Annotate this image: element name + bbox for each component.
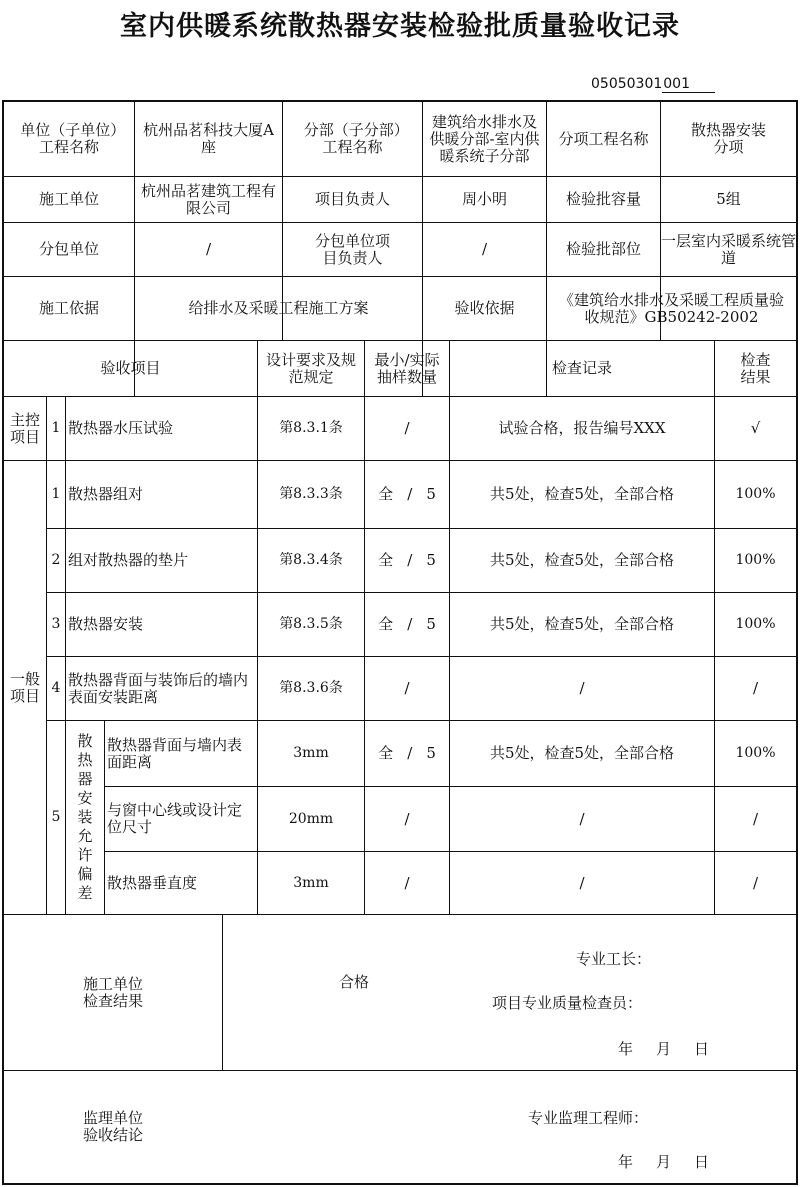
general-row-result: /: [752, 679, 759, 697]
general-row-name: 组对散热器的垫片: [68, 551, 189, 569]
tolerance-item-sample: /: [404, 873, 410, 892]
acceptance-basis-label: 验收依据: [454, 299, 515, 317]
batch-capacity-value: 5组: [716, 190, 741, 208]
tolerance-item-spec: 3mm: [293, 745, 329, 761]
general-row-no: 3: [51, 616, 61, 632]
general-row-no: 4: [51, 680, 61, 696]
general-row-spec: 第8.3.6条: [279, 680, 343, 696]
tolerance-item-record: /: [579, 809, 585, 828]
construction-basis-label: 施工依据: [38, 299, 99, 317]
batch-location-value: 一层室内采暖系统管道: [661, 231, 797, 267]
main-control-result: √: [750, 419, 761, 437]
main-control-spec: 第8.3.1条: [279, 420, 343, 436]
quality-inspector-signature-label: 项目专业质量检查员：: [492, 993, 643, 1012]
tolerance-item-result: 100%: [735, 745, 776, 761]
acceptance-basis-value: 《建筑给水排水及采暖工程质量验收规范》GB50242-2002: [558, 290, 784, 326]
general-row-record: 共5处，检查5处，全部合格: [489, 485, 675, 503]
tolerance-item-name: 散热器垂直度: [107, 873, 198, 892]
main-control-no: 1: [51, 420, 61, 436]
general-row-record: 共5处，检查5处，全部合格: [489, 551, 675, 569]
item-project-value: 散热器安装分项: [690, 121, 766, 156]
constructor-value: 杭州品茗建筑工程有限公司: [140, 181, 276, 217]
general-row-sample: 全 / 5: [378, 551, 436, 569]
subcontractor-label: 分包单位: [38, 240, 99, 258]
general-row-record: 共5处，检查5处，全部合格: [489, 615, 675, 633]
tolerance-item-record: 共5处，检查5处，全部合格: [489, 744, 675, 762]
general-row-result: 100%: [735, 616, 776, 632]
general-row-sample: 全 / 5: [378, 615, 436, 633]
main-control-name: 散热器水压试验: [68, 419, 174, 437]
document-number-suffix: 001: [662, 76, 715, 93]
project-manager-label: 项目负责人: [314, 190, 390, 208]
general-row-name: 散热器组对: [68, 485, 144, 503]
supervising-engineer-signature-label: 专业监理工程师：: [528, 1108, 649, 1127]
tolerance-no: 5: [51, 809, 61, 825]
tolerance-item-name: 与窗中心线或设计定位尺寸: [107, 801, 243, 836]
general-row-no: 1: [51, 486, 61, 502]
unit-project-value: 杭州品茗科技大厦A座: [143, 121, 274, 156]
subcontractor-value: /: [205, 240, 212, 258]
division-value: 建筑给水排水及供暖分部-室内供暖系统子分部: [429, 112, 540, 165]
construction-basis-value: 给排水及采暖工程施工方案: [188, 299, 369, 317]
supervision-check-date: 年 月 日: [618, 1152, 714, 1171]
page-title: 室内供暖系统散热器安装检验批质量验收记录: [120, 11, 680, 42]
tolerance-item-sample: 全 / 5: [378, 744, 436, 762]
construction-check-date: 年 月 日: [618, 1039, 714, 1058]
project-manager-value: 周小明: [461, 190, 507, 208]
general-row-no: 2: [51, 552, 61, 568]
general-row-spec: 第8.3.3条: [279, 486, 343, 502]
general-items-label: 一般项目: [9, 669, 40, 705]
general-row-result: 100%: [735, 552, 776, 568]
tolerance-item-result: /: [752, 809, 759, 828]
general-row-spec: 第8.3.4条: [279, 552, 343, 568]
unit-project-label: 单位（子单位）工程名称: [20, 121, 118, 156]
general-row-name: 散热器背面与装饰后的墙内表面安装距离: [68, 670, 249, 706]
tolerance-item-sample: /: [404, 809, 410, 828]
tolerance-item-record: /: [579, 873, 585, 892]
main-control-record: 试验合格，报告编号XXX: [498, 419, 666, 437]
general-row-record: /: [579, 679, 585, 697]
general-row-spec: 第8.3.5条: [279, 616, 343, 632]
col-header-result: 检查结果: [740, 350, 771, 386]
general-row-sample: 全 / 5: [378, 485, 436, 503]
sub-manager-value: /: [481, 240, 488, 258]
general-row-name: 散热器安装: [68, 615, 144, 633]
document-number: [591, 76, 715, 93]
construction-check-label: 施工单位检查结果: [82, 974, 143, 1010]
column-divider: [222, 914, 223, 1070]
tolerance-item-spec: 3mm: [293, 874, 329, 891]
col-header-record: 检查记录: [551, 359, 612, 377]
item-project-label: 分项工程名称: [558, 129, 649, 148]
batch-capacity-label: 检验批容量: [565, 190, 641, 208]
batch-location-label: 检验批部位: [565, 240, 641, 258]
supervision-check-label: 监理单位验收结论: [82, 1109, 143, 1144]
construction-check-conclusion: 合格: [338, 972, 369, 991]
col-header-item: 验收项目: [100, 359, 161, 377]
document-number-prefix: 05050301: [591, 76, 663, 92]
division-label: 分部（子分部）工程名称: [303, 121, 402, 156]
tolerance-item-name: 散热器背面与墙内表面距离: [107, 735, 243, 771]
main-control-label: 主控项目: [9, 410, 40, 446]
sub-manager-label: 分包单位项目负责人: [314, 231, 390, 267]
tolerance-label: 散热器安装允许偏差: [77, 732, 93, 902]
tolerance-item-result: /: [752, 873, 759, 892]
col-header-sample: 最小/实际抽样数量: [374, 350, 440, 386]
constructor-label: 施工单位: [38, 190, 99, 208]
tolerance-item-spec: 20mm: [288, 810, 334, 827]
general-row-sample: /: [404, 679, 410, 697]
inspection-table: [2, 100, 798, 1185]
main-control-sample: /: [404, 419, 410, 437]
col-header-spec: 设计要求及规范规定: [266, 350, 357, 386]
foreman-signature-label: 专业工长：: [576, 949, 652, 968]
general-row-result: 100%: [735, 486, 776, 502]
